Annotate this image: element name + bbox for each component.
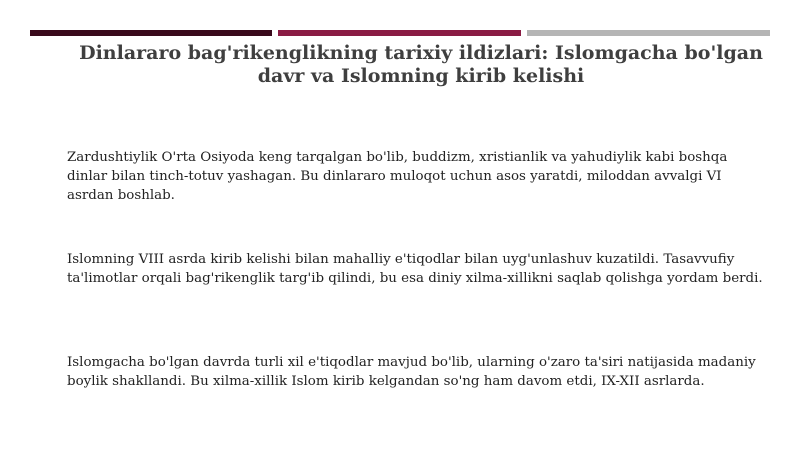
slide-title: Dinlararo bag'rikenglikning tarixiy ildizlari: Islomgacha bo'lgan davr va Islomning kirib kelishi: [79, 42, 763, 87]
accent-bar-crimson: [278, 30, 521, 36]
paragraph-islam-arrival: Islomning VIII asrda kirib kelishi bilan mahalliy e'tiqodlar bilan uyg'unlashuv kuzatildi. Tasavvufiy ta'limotlar orqali bag'rikenglik targ'ib qilindi, bu esa diniy xilma-xillikni saqlab qolishga yordam berdi.: [67, 252, 763, 286]
accent-bar-dark: [30, 30, 272, 36]
accent-bar-gray: [527, 30, 770, 36]
paragraph-pre-islamic-diversity: Islomgacha bo'lgan davrda turli xil e'tiqodlar mavjud bo'lib, ularning o'zaro ta'siri natijasida madaniy boylik shakllandi. Bu xilma-xillik Islom kirib kelgandan so'ng ham davom etdi, IX-XII asrlarda.: [67, 355, 756, 389]
paragraph-zoroastrianism: Zardushtiylik O'rta Osiyoda keng tarqalgan bo'lib, buddizm, xristianlik va yahudiylik kabi boshqa dinlar bilan tinch-totuv yashagan. Bu dinlararo muloqot uchun asos yaratdi, miloddan avvalgi VI asrdan boshlab.: [67, 150, 728, 203]
